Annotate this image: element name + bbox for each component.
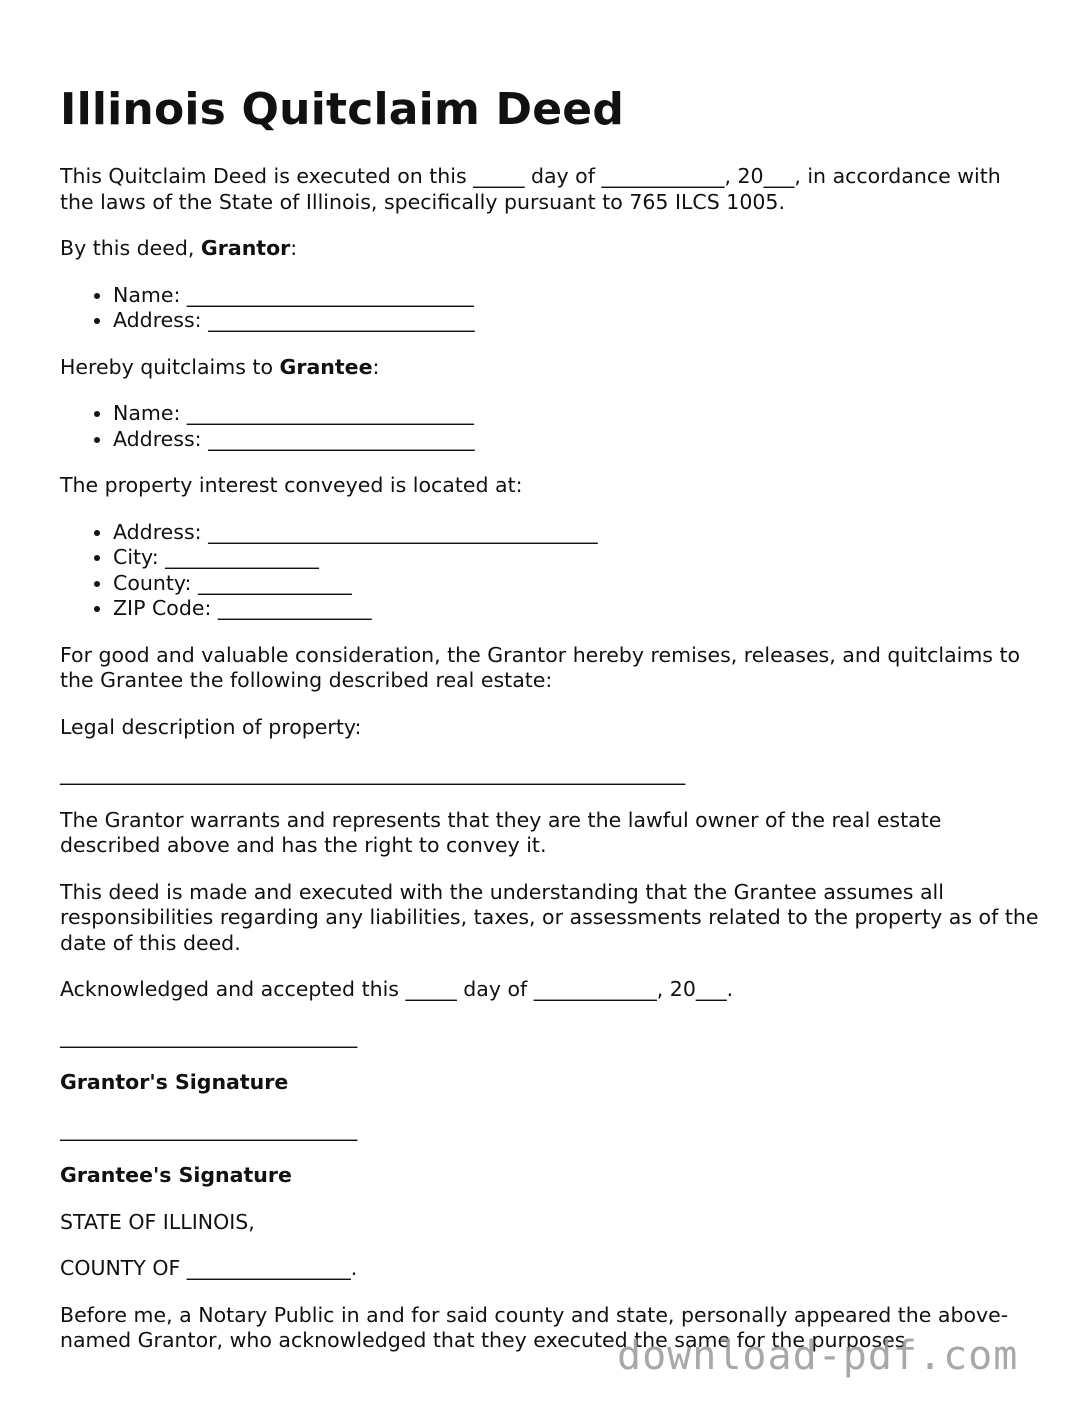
grantor-signature-line: _____________________________	[60, 1023, 358, 1048]
grantor-address-field: • Address: __________________________	[113, 308, 1040, 334]
county-line: COUNTY OF ________________.	[60, 1256, 358, 1280]
grantee-list	[60, 401, 1040, 452]
warranty-paragraph: The Grantor warrants and represents that they are the lawful owner of the real estate described above and has the right to convey it.	[60, 807, 942, 857]
grantor-name-field: • Name: ____________________________	[113, 283, 1040, 309]
grantor-label: Grantor	[200, 236, 291, 260]
grantee-signature-text: Grantee's Signature	[60, 1163, 292, 1187]
understanding-paragraph: This deed is made and executed with the understanding that the Grantee assumes all responsibilities regarding any liabilities, taxes, or assessments related to the property as of the date of this deed.	[60, 879, 1039, 955]
document-page	[60, 70, 1040, 1375]
grantee-signature-line: _____________________________	[60, 1116, 358, 1141]
grantee-signature-label	[60, 1163, 1040, 1189]
grantee-label: Grantee	[279, 354, 373, 379]
property-city-field: • City: _______________	[113, 545, 1040, 571]
property-list	[60, 520, 1040, 622]
consideration-paragraph: For good and valuable consideration, the Grantor hereby remises, releases, and quitclaims to the Grantee the following described real estate:	[60, 642, 1021, 692]
grantor-lead-text: By this deed,	[60, 236, 201, 260]
notary-paragraph: Before me, a Notary Public in and for said county and state, personally appeared the above-named Grantor, who acknowledged that they executed the same for the purposes	[60, 1302, 1009, 1352]
grantor-signature-label	[60, 1070, 1040, 1096]
legal-description-label: Legal description of property:	[60, 714, 362, 739]
property-county-field: • County: _______________	[113, 571, 1040, 597]
grantee-lead	[60, 355, 1040, 381]
property-address-field: • Address: ______________________________________	[113, 520, 1040, 546]
property-zip-field: • ZIP Code: _______________	[113, 596, 1040, 622]
page-title: Illinois Quitclaim Deed	[60, 84, 625, 135]
grantee-name-field: • Name: ____________________________	[113, 401, 1040, 427]
acknowledged-paragraph: Acknowledged and accepted this _____ day of ____________, 20___.	[60, 977, 734, 1001]
intro-paragraph: This Quitclaim Deed is executed on this _____ day of ____________, 20___, in accordance with the laws of the State of Illinois, specifically pursuant to 765 ILCS 1005.	[60, 164, 1001, 214]
grantee-colon: :	[372, 354, 380, 379]
grantor-list	[60, 283, 1040, 334]
grantor-lead	[60, 236, 1040, 262]
grantor-colon: :	[290, 236, 298, 260]
watermark: download-pdf.com	[617, 1333, 1019, 1379]
legal-description-line: _____________________________________________________________	[60, 761, 686, 785]
grantee-address-field: • Address: __________________________	[113, 427, 1040, 453]
grantee-lead-text: Hereby quitclaims to	[60, 354, 280, 379]
grantor-signature-text: Grantor's Signature	[60, 1070, 289, 1094]
property-lead: The property interest conveyed is located at:	[60, 473, 523, 497]
state-line: STATE OF ILLINOIS,	[60, 1209, 255, 1234]
